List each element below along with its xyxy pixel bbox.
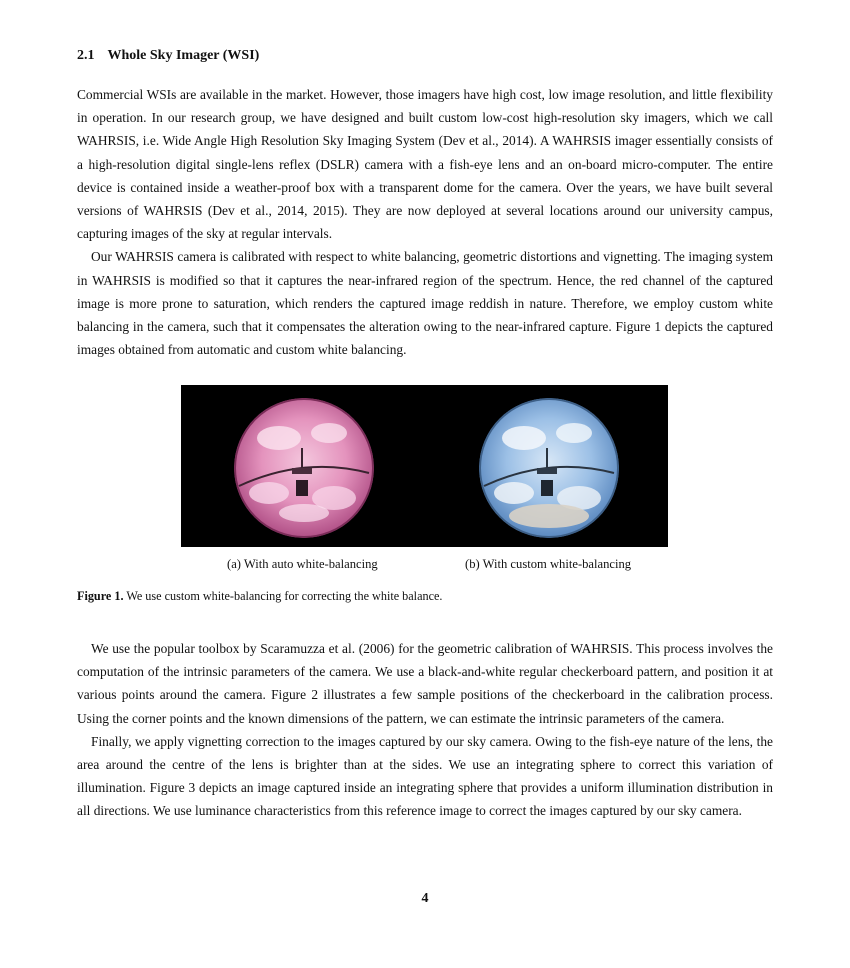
paragraph-geometric-calibration: We use the popular toolbox by Scaramuzza et al. (2006) for the geometric calibration of WAHRSIS. This process involves the computation of the intrinsic parameters of the camera. We use a black-and-white regular checkerboard pattern, and position it at various points around the camera. Figure 2 illustrates a few sample positions of the checkerboard in the calibration process. Using the corner points and the known dimensions of the pattern, we can estimate the intrinsic parameters of the camera. <box>77 641 773 726</box>
page-number: 4 <box>421 891 429 906</box>
page-content-lower <box>77 637 773 823</box>
subcaption-a: (a) With auto white-balancing <box>227 557 378 571</box>
figure-caption-label: Figure 1. <box>77 589 124 603</box>
fisheye-image-custom-wb <box>479 398 619 538</box>
section-number: 2.1 <box>77 48 95 63</box>
section-title: Whole Sky Imager (WSI) <box>107 48 260 63</box>
paragraph-calibration: Our WAHRSIS camera is calibrated with respect to white balancing, geometric distortions and vignetting. The imaging system in WAHRSIS is modified so that it captures the near-infrared region of the spectrum. Hence, the red channel of the captured image is more prone to saturation, which renders the captured image reddish in nature. Therefore, we employ custom white balancing in the camera, such that it compensates the alteration owing to the near-infrared capture. Figure 1 depicts the captured images obtained from automatic and custom white balancing. <box>77 249 773 358</box>
figure-caption-text: We use custom white-balancing for correcting the white balance. <box>123 589 443 603</box>
section-heading <box>77 48 773 64</box>
paragraph-wsi-intro: Commercial WSIs are available in the market. However, those imagers have high cost, low image resolution, and little flexibility in operation. In our research group, we have designed and built custom low-cost high-resolution sky imagers, which we call WAHRSIS, i.e. Wide Angle High Resolution Sky Imaging System (Dev et al., 2014). A WAHRSIS imager essentially consists of a high-resolution digital single-lens reflex (DSLR) camera with a fish-eye lens and an on-board micro-computer. The entire device is contained inside a weather-proof box with a transparent dome for the camera. Over the years, we have built several versions of WAHRSIS (Dev et al., 2014, 2015). They are now deployed at several locations around our university campus, capturing images of the sky at regular intervals. <box>77 87 773 242</box>
figure-caption <box>77 589 442 604</box>
subcaption-b: (b) With custom white-balancing <box>465 557 632 571</box>
fisheye-image-auto-wb <box>234 398 374 538</box>
page-content <box>77 48 773 361</box>
paragraph-vignetting: Finally, we apply vignetting correction to the images captured by our sky camera. Owing to the fish-eye nature of the lens, the area around the centre of the lens is brighter than at the sides. We use an integrating sphere to correct this variation of illumination. Figure 3 depicts an image captured inside an integrating sphere that provides a uniform illumination distribution in all directions. We use luminance characteristics from this reference image to correct the images captured by our sky camera. <box>77 733 773 819</box>
figure-1 <box>181 385 668 547</box>
